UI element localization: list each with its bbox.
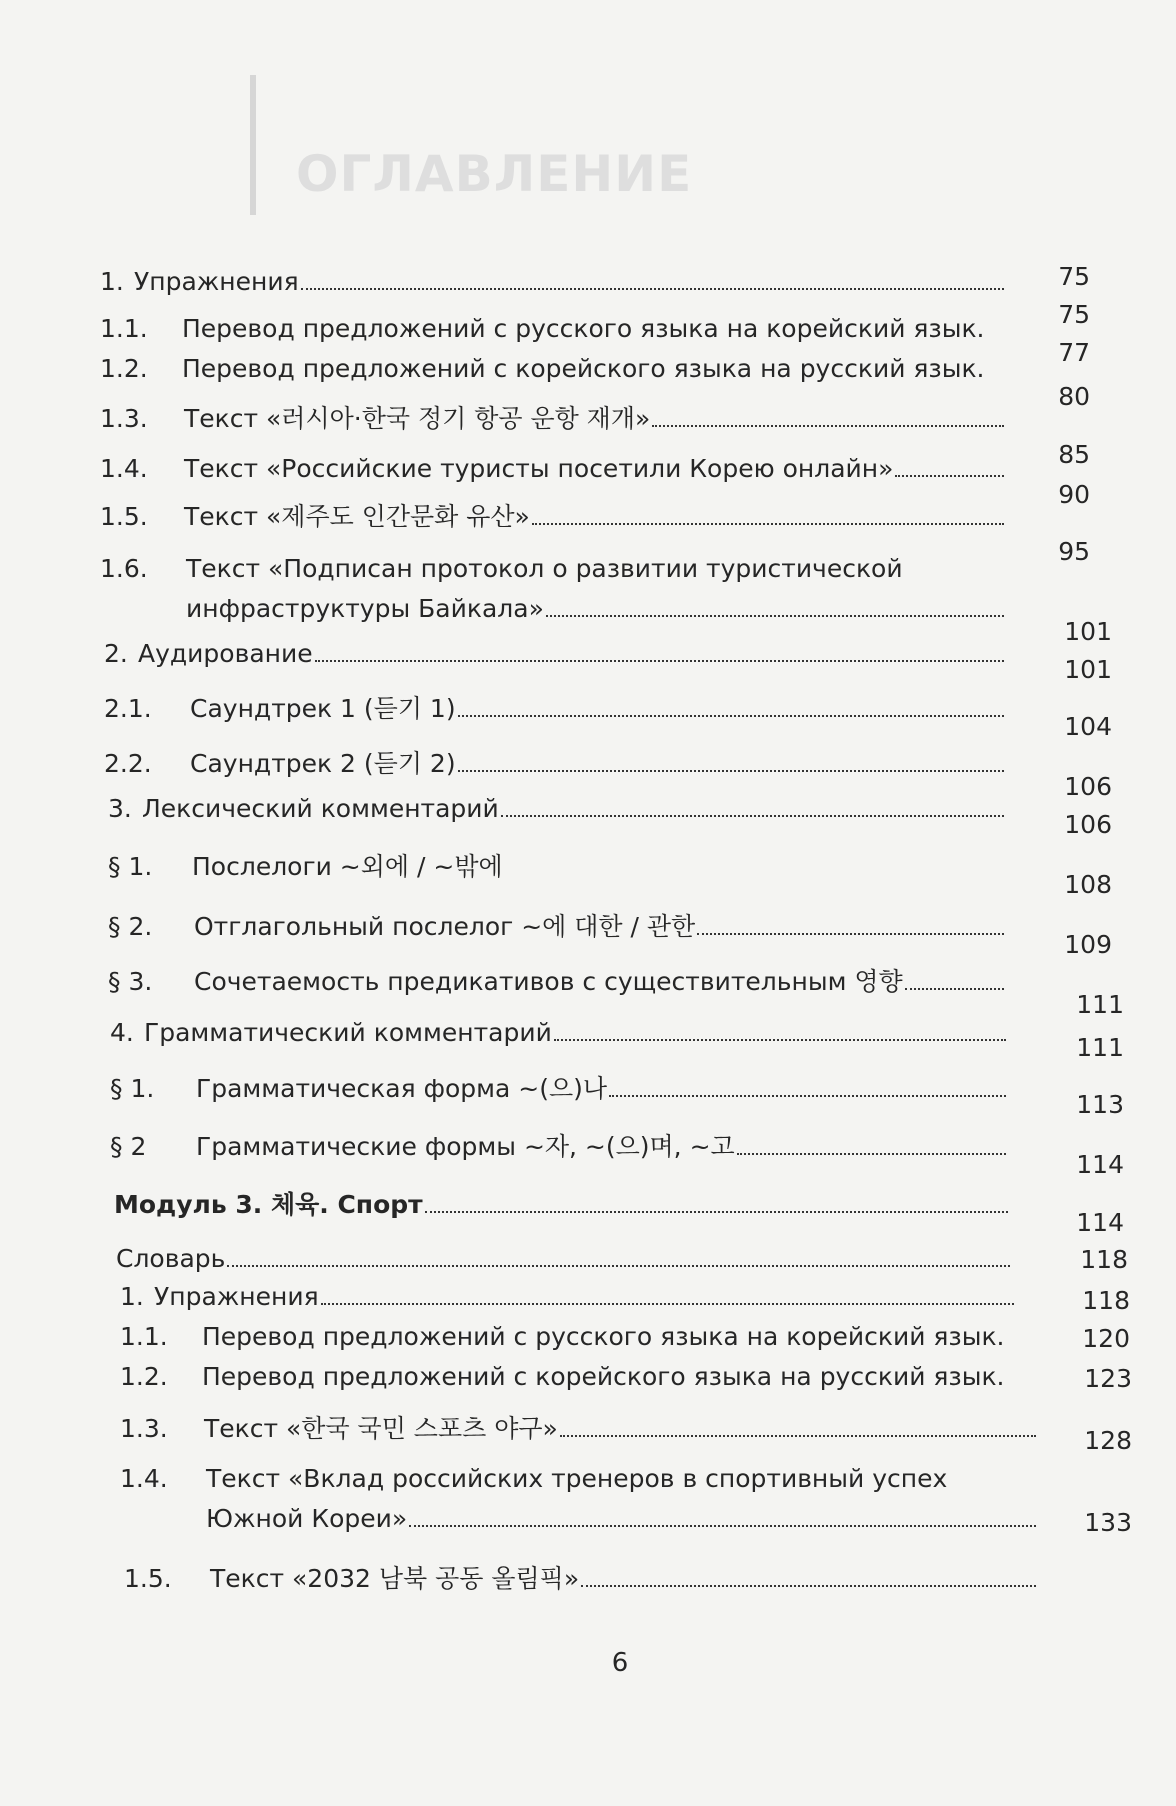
toc-entry-label: Текст «한국 국민 스포츠 야구»: [204, 1414, 558, 1443]
toc-entry-number: 1.3.: [100, 404, 148, 433]
toc-entry: [116, 1240, 1014, 1274]
toc-entry-page: 118: [1082, 1286, 1130, 1315]
dot-leader: [554, 1037, 1006, 1041]
dot-leader: [895, 473, 1004, 477]
toc-entry: [110, 1128, 1010, 1162]
dot-leader: [737, 1151, 1006, 1155]
dot-leader: [532, 521, 1004, 525]
toc-entry-page: 114: [1076, 1150, 1124, 1179]
toc-entry-label: Грамматические формы ~자, ~(으)며, ~고: [196, 1132, 735, 1161]
dot-leader: [546, 613, 1004, 617]
toc-entry-number: § 2: [110, 1132, 147, 1161]
toc-entry-continuation: [186, 590, 1008, 624]
toc-entry-label: Текст «러시아·한국 정기 항공 운항 재개»: [184, 404, 651, 433]
toc-entry-label: Текст «제주도 인간문화 유산»: [184, 502, 530, 531]
dot-leader: [560, 1433, 1036, 1437]
title-accent-bar: [250, 75, 256, 215]
toc-entry-page: 101: [1064, 655, 1112, 684]
toc-entry-label: Текст «Подписан протокол о развитии туристической: [186, 554, 903, 583]
toc-entry-page: 109: [1064, 930, 1112, 959]
toc-entry-label: Упражнения: [134, 267, 299, 296]
toc-entry: [104, 745, 1008, 779]
toc-entry-page: 120: [1082, 1324, 1130, 1353]
toc-entry-number: 2.1.: [104, 694, 152, 723]
toc-entry-number: 1.3.: [120, 1414, 168, 1443]
dot-leader: [321, 1301, 1014, 1305]
toc-entry-number: 1.: [100, 267, 124, 296]
toc-entry-page: 106: [1064, 810, 1112, 839]
toc-entry-label: Перевод предложений с корейского языка на русский язык.: [182, 354, 985, 383]
toc-entry: [120, 1410, 1040, 1444]
toc-entry: [100, 498, 1008, 532]
toc-entry-label: Модуль 3. 체육. Спорт: [114, 1190, 423, 1219]
toc-entry-number: 1.2.: [120, 1362, 168, 1391]
toc-entry-page: 80: [1058, 382, 1090, 411]
toc-entry: [120, 1358, 1030, 1392]
toc-entry-label: Перевод предложений с русского языка на корейский язык.: [182, 314, 985, 343]
toc-entry-label: Южной Кореи»: [206, 1504, 408, 1533]
toc-entry-label: Грамматическая форма ~(으)나: [196, 1074, 608, 1103]
toc-entry: [108, 908, 1008, 942]
toc-entry-label: Послелоги ~외에 / ~밖에: [192, 852, 503, 881]
toc-entry: [108, 963, 1008, 997]
toc-entry-number: 1.4.: [120, 1464, 168, 1493]
page-number: 6: [611, 1648, 629, 1678]
toc-entry-number: 1.2.: [100, 354, 148, 383]
toc-entry-number: 1.1.: [100, 314, 148, 343]
toc-entry-label: инфраструктуры Байкала»: [186, 594, 544, 623]
toc-entry-label: Перевод предложений с корейского языка на русский язык.: [202, 1362, 1005, 1391]
toc-entry-page: 90: [1058, 480, 1090, 509]
toc-entry-number: 1.6.: [100, 554, 148, 583]
toc-entry: [108, 790, 1008, 824]
dot-leader: [697, 931, 1004, 935]
dot-leader: [609, 1093, 1006, 1097]
toc-entry: [104, 690, 1008, 724]
toc-entry: [100, 310, 1008, 344]
toc-entry-number: § 3.: [108, 967, 153, 996]
dot-leader: [409, 1523, 1036, 1527]
toc-entry-label: Грамматический комментарий: [144, 1018, 552, 1047]
toc-entry-number: 3.: [108, 794, 132, 823]
toc-entry-label: Перевод предложений с русского языка на корейский язык.: [202, 1322, 1005, 1351]
toc-entry-label: Текст «2032 남북 공동 올림픽»: [210, 1564, 580, 1593]
toc-entry-label: Текст «Российские туристы посетили Корею онлайн»: [184, 454, 894, 483]
toc-entry: [100, 263, 1008, 297]
toc-entry-number: 1.5.: [124, 1564, 172, 1593]
toc-entry-number: 4.: [110, 1018, 134, 1047]
toc-entry: [110, 1070, 1010, 1104]
toc-entry: [124, 1560, 1040, 1594]
dot-leader: [301, 286, 1004, 290]
toc-entry: [104, 635, 1008, 669]
dot-leader: [581, 1583, 1036, 1587]
toc-entry-label: Лексический комментарий: [142, 794, 499, 823]
toc-entry-number: § 1.: [108, 852, 153, 881]
dot-leader: [227, 1263, 1010, 1267]
dot-leader: [458, 768, 1004, 772]
toc-entry-number: 1.1.: [120, 1322, 168, 1351]
toc-entry: [100, 550, 1008, 584]
toc-entry-label: Саундтрек 1 (듣기 1): [190, 694, 456, 723]
toc-entry: [120, 1460, 1040, 1494]
toc-entry: [120, 1278, 1018, 1312]
toc-entry-label: Словарь: [116, 1244, 226, 1273]
toc-entry-number: § 1.: [110, 1074, 155, 1103]
toc-entry-number: 1.: [120, 1282, 144, 1311]
toc-entry-number: § 2.: [108, 912, 153, 941]
toc-entry-page: 95: [1058, 537, 1090, 566]
toc-entry-page: 104: [1064, 712, 1112, 741]
dot-leader: [425, 1209, 1008, 1213]
toc-entry-page: 101: [1064, 617, 1112, 646]
toc-entry-page: 75: [1058, 262, 1090, 291]
dot-leader: [458, 713, 1004, 717]
dot-leader: [501, 813, 1004, 817]
toc-entry: [100, 400, 1008, 434]
toc-entry-page: 77: [1058, 338, 1090, 367]
toc-entry-page: 118: [1080, 1245, 1128, 1274]
toc-entry-number: 1.5.: [100, 502, 148, 531]
toc-entry: [120, 1318, 1030, 1352]
toc-entry: [110, 1014, 1010, 1048]
toc-entry-label: Текст «Вклад российских тренеров в спортивный успех: [206, 1464, 948, 1493]
toc-entry-page: 114: [1076, 1208, 1124, 1237]
toc-entry-page: 75: [1058, 300, 1090, 329]
toc-entry-label: Отглагольный послелог ~에 대한 / 관한: [194, 912, 696, 941]
toc-entry-page: 106: [1064, 772, 1112, 801]
toc-entry-number: 2.: [104, 639, 128, 668]
toc-entry-continuation: [206, 1500, 1040, 1534]
toc-entry-page: 108: [1064, 870, 1112, 899]
toc-entry-number: 1.4.: [100, 454, 148, 483]
toc-module-heading: [114, 1186, 1012, 1220]
toc-entry-page: 111: [1076, 990, 1124, 1019]
dot-leader: [315, 658, 1004, 662]
toc-entry-number: 2.2.: [104, 749, 152, 778]
toc-entry-page: 133: [1084, 1508, 1132, 1537]
page-title: ОГЛАВЛЕНИЕ: [296, 145, 693, 203]
toc-entry-page: 113: [1076, 1090, 1124, 1119]
toc-entry-label: Аудирование: [138, 639, 313, 668]
toc-entry-label: Упражнения: [154, 1282, 319, 1311]
dot-leader: [652, 423, 1004, 427]
toc-entry: [100, 350, 1008, 384]
toc-entry: [100, 450, 1008, 484]
toc-entry-page: 128: [1084, 1426, 1132, 1455]
dot-leader: [905, 986, 1004, 990]
toc-entry-page: 111: [1076, 1033, 1124, 1062]
toc-entry-label: Саундтрек 2 (듣기 2): [190, 749, 456, 778]
toc-entry-page: 123: [1084, 1364, 1132, 1393]
toc-entry: [108, 848, 1008, 882]
toc-entry-page: 85: [1058, 440, 1090, 469]
toc-entry-label: Сочетаемость предикативов с существительным 영향: [194, 967, 903, 996]
